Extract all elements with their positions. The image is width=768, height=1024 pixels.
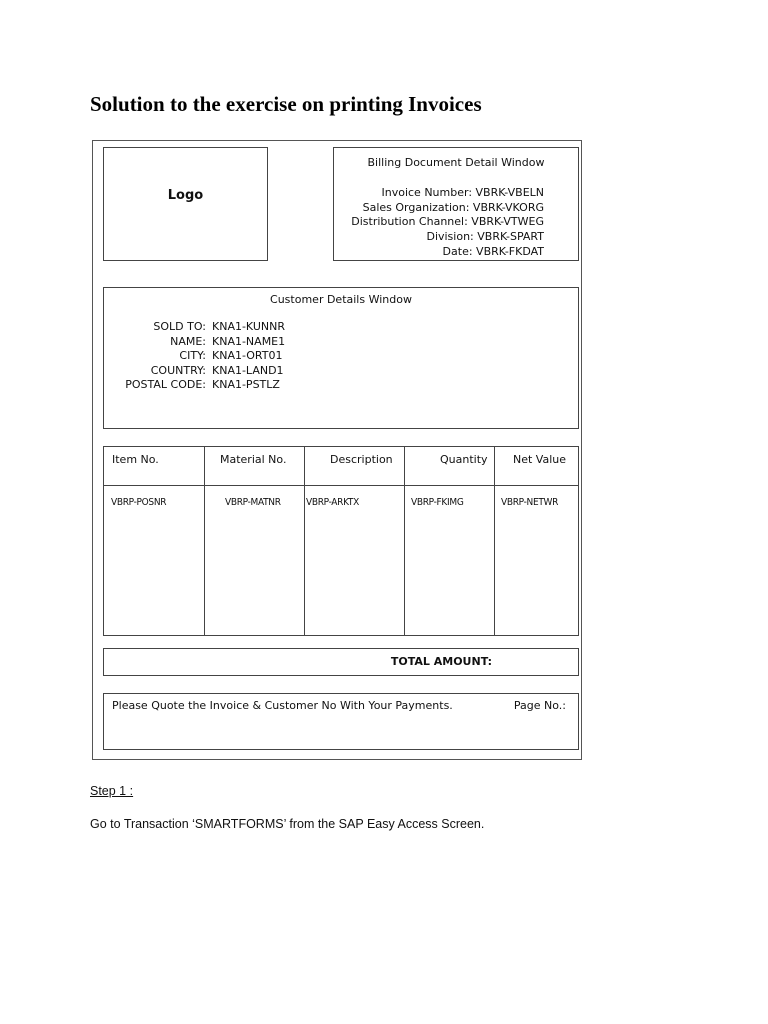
sales-organization-field: Sales Organization: VBRK-VKORG bbox=[362, 200, 544, 214]
table-column-item-no bbox=[104, 447, 205, 635]
invoice-form-layout bbox=[92, 140, 582, 760]
cell-net-value: VBRP-NETWR bbox=[501, 497, 559, 508]
sold-to-row bbox=[110, 320, 285, 335]
billing-window-title: Billing Document Detail Window bbox=[367, 156, 545, 169]
cell-description: VBRP-ARKTX bbox=[306, 497, 359, 508]
header-item-no: Item No. bbox=[112, 453, 159, 466]
postal-code-label: POSTAL CODE: bbox=[125, 378, 206, 392]
table-column-description bbox=[305, 447, 405, 635]
city-label: CITY: bbox=[179, 349, 206, 363]
step-heading: Step 1 : bbox=[90, 784, 134, 798]
postal-code-row bbox=[110, 378, 285, 393]
step-instruction: Go to Transaction ‘SMARTFORMS’ from the SAP Easy Access Screen. bbox=[90, 817, 485, 831]
header-net-value: Net Value bbox=[513, 453, 567, 466]
sold-to-label: SOLD TO: bbox=[153, 320, 206, 333]
table-header-divider bbox=[104, 485, 578, 486]
city-row bbox=[110, 349, 285, 364]
city-value: KNA1-ORT01 bbox=[212, 349, 283, 363]
postal-code-value: KNA1-PSTLZ bbox=[212, 378, 280, 392]
name-row bbox=[110, 335, 285, 350]
division-field: Division: VBRK-SPART bbox=[426, 230, 544, 244]
country-label: COUNTRY: bbox=[150, 363, 206, 377]
cell-material-no: VBRP-MATNR bbox=[225, 497, 281, 508]
cell-item-no: VBRP-POSNR bbox=[111, 497, 167, 508]
cell-quantity: VBRP-FKIMG bbox=[411, 497, 464, 508]
invoice-number-field: Invoice Number: VBRK-VBELN bbox=[381, 186, 544, 199]
page-number-label: Page No.: bbox=[513, 699, 566, 712]
page-title: Solution to the exercise on printing Invoices bbox=[90, 92, 482, 116]
total-amount-label: TOTAL AMOUNT: bbox=[390, 655, 492, 668]
distribution-channel-field: Distribution Channel: VBRK-VTWEG bbox=[351, 215, 544, 229]
header-material-no: Material No. bbox=[220, 453, 287, 466]
sold-to-value: KNA1-KUNNR bbox=[212, 320, 286, 333]
total-amount-window bbox=[103, 648, 579, 676]
header-quantity: Quantity bbox=[440, 453, 488, 466]
footer-window bbox=[103, 693, 579, 750]
logo-window bbox=[103, 147, 268, 261]
country-row bbox=[110, 364, 285, 379]
customer-window-title: Customer Details Window bbox=[270, 293, 412, 306]
customer-details-window bbox=[103, 287, 579, 429]
billing-document-window bbox=[333, 147, 579, 261]
payment-note: Please Quote the Invoice & Customer No With Your Payments. bbox=[112, 699, 453, 712]
logo-label: Logo bbox=[167, 188, 204, 203]
header-description: Description bbox=[330, 453, 393, 466]
billing-fields bbox=[351, 186, 544, 260]
table-column-quantity bbox=[405, 447, 495, 635]
date-field: Date: VBRK-FKDAT bbox=[442, 244, 544, 258]
customer-fields bbox=[110, 320, 285, 393]
name-label: NAME: bbox=[170, 334, 206, 348]
line-items-table bbox=[103, 446, 579, 636]
country-value: KNA1-LAND1 bbox=[212, 363, 284, 377]
name-value: KNA1-NAME1 bbox=[212, 334, 286, 348]
table-column-material-no bbox=[205, 447, 305, 635]
